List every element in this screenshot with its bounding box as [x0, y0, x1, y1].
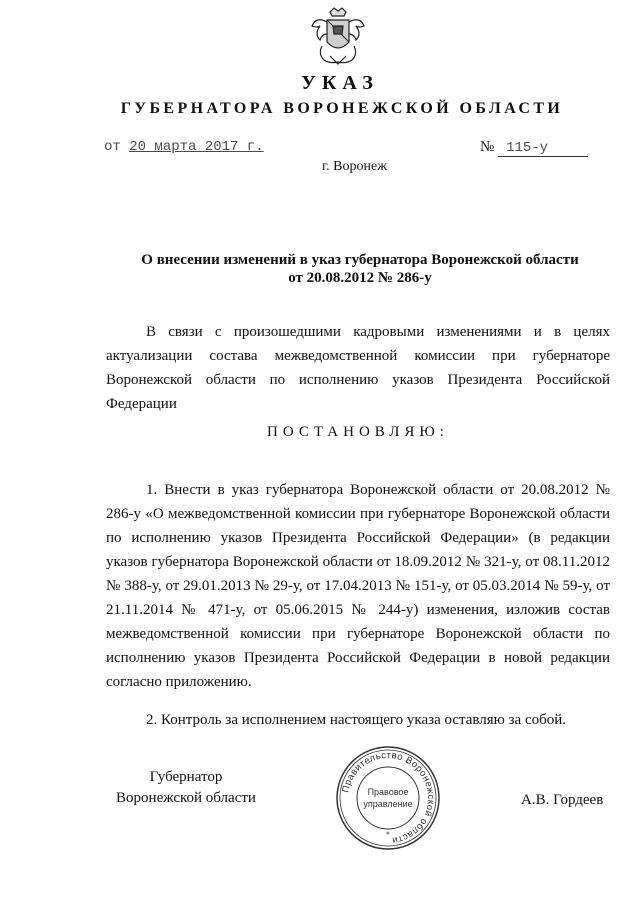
post-line: Воронежской области — [116, 790, 256, 806]
decree-word: ПОСТАНОВЛЯЮ: — [267, 424, 449, 440]
heading-line: О внесении изменений в указ губернатора Воронежской области — [141, 252, 579, 268]
document-date — [104, 139, 264, 155]
document-title: УКАЗ — [301, 72, 379, 94]
stamp-center-line: Правовое — [367, 787, 409, 797]
signatory-name: А.В. Гордеев — [521, 792, 604, 808]
document-place: г. Воронеж — [322, 159, 387, 174]
document-subtitle: ГУБЕРНАТОРА ВОРОНЕЖСКОЙ ОБЛАСТИ — [120, 100, 564, 117]
coat-of-arms-icon — [308, 6, 368, 68]
stamp-center-line: управление — [363, 799, 413, 809]
item-text: 1. Внести в указ губернатора Воронежской области от 20.08.2012 № 286-у «О межведомственной комиссии при губернаторе Воронежской области по исполнению указов Президента Российской Федерации» (в редакции указов губернатора Воронежской области от 18.09.2012 № 321-у, от 08.11.2012 № 388-у, от 29.01.2013 № 29-у, от 17.04.2013 № 151-у, от 05.03.2014 № 59-у, от 21.11.2014 № 471-у, от 05.06.2015 № 244-у) изменения, изложив состав межведомственной комиссии при губернаторе Воронежской области по исполнению указов Президента Российской Федерации в новой редакции согласно приложению. — [106, 482, 610, 690]
number-label: № — [480, 139, 495, 155]
signatory-post — [106, 767, 266, 809]
item-text: 2. Контроль за исполнением настоящего указа оставляю за собой. — [146, 712, 567, 728]
document-number — [480, 139, 588, 157]
official-stamp — [334, 744, 442, 852]
item-paragraph — [106, 478, 610, 694]
document-heading — [110, 251, 610, 287]
stamp-ring-text: Правительство Воронежской области — [340, 749, 437, 846]
number-value: 115-у — [498, 141, 588, 157]
heading-line: от 20.08.2012 № 286-у — [288, 270, 432, 286]
stamp-star-icon: * — [386, 830, 390, 839]
date-value: 20 марта 2017 г. — [129, 139, 264, 155]
post-line: Губернатор — [149, 769, 223, 785]
preamble-paragraph — [106, 320, 610, 416]
item-paragraph — [106, 708, 610, 732]
preamble-text: В связи с произошедшими кадровыми изменениями и в целях актуализации состава межведомственной комиссии при губернаторе Воронежской области по исполнению указов Президента Российской Федерации — [106, 324, 610, 412]
date-prefix: от — [104, 139, 121, 155]
